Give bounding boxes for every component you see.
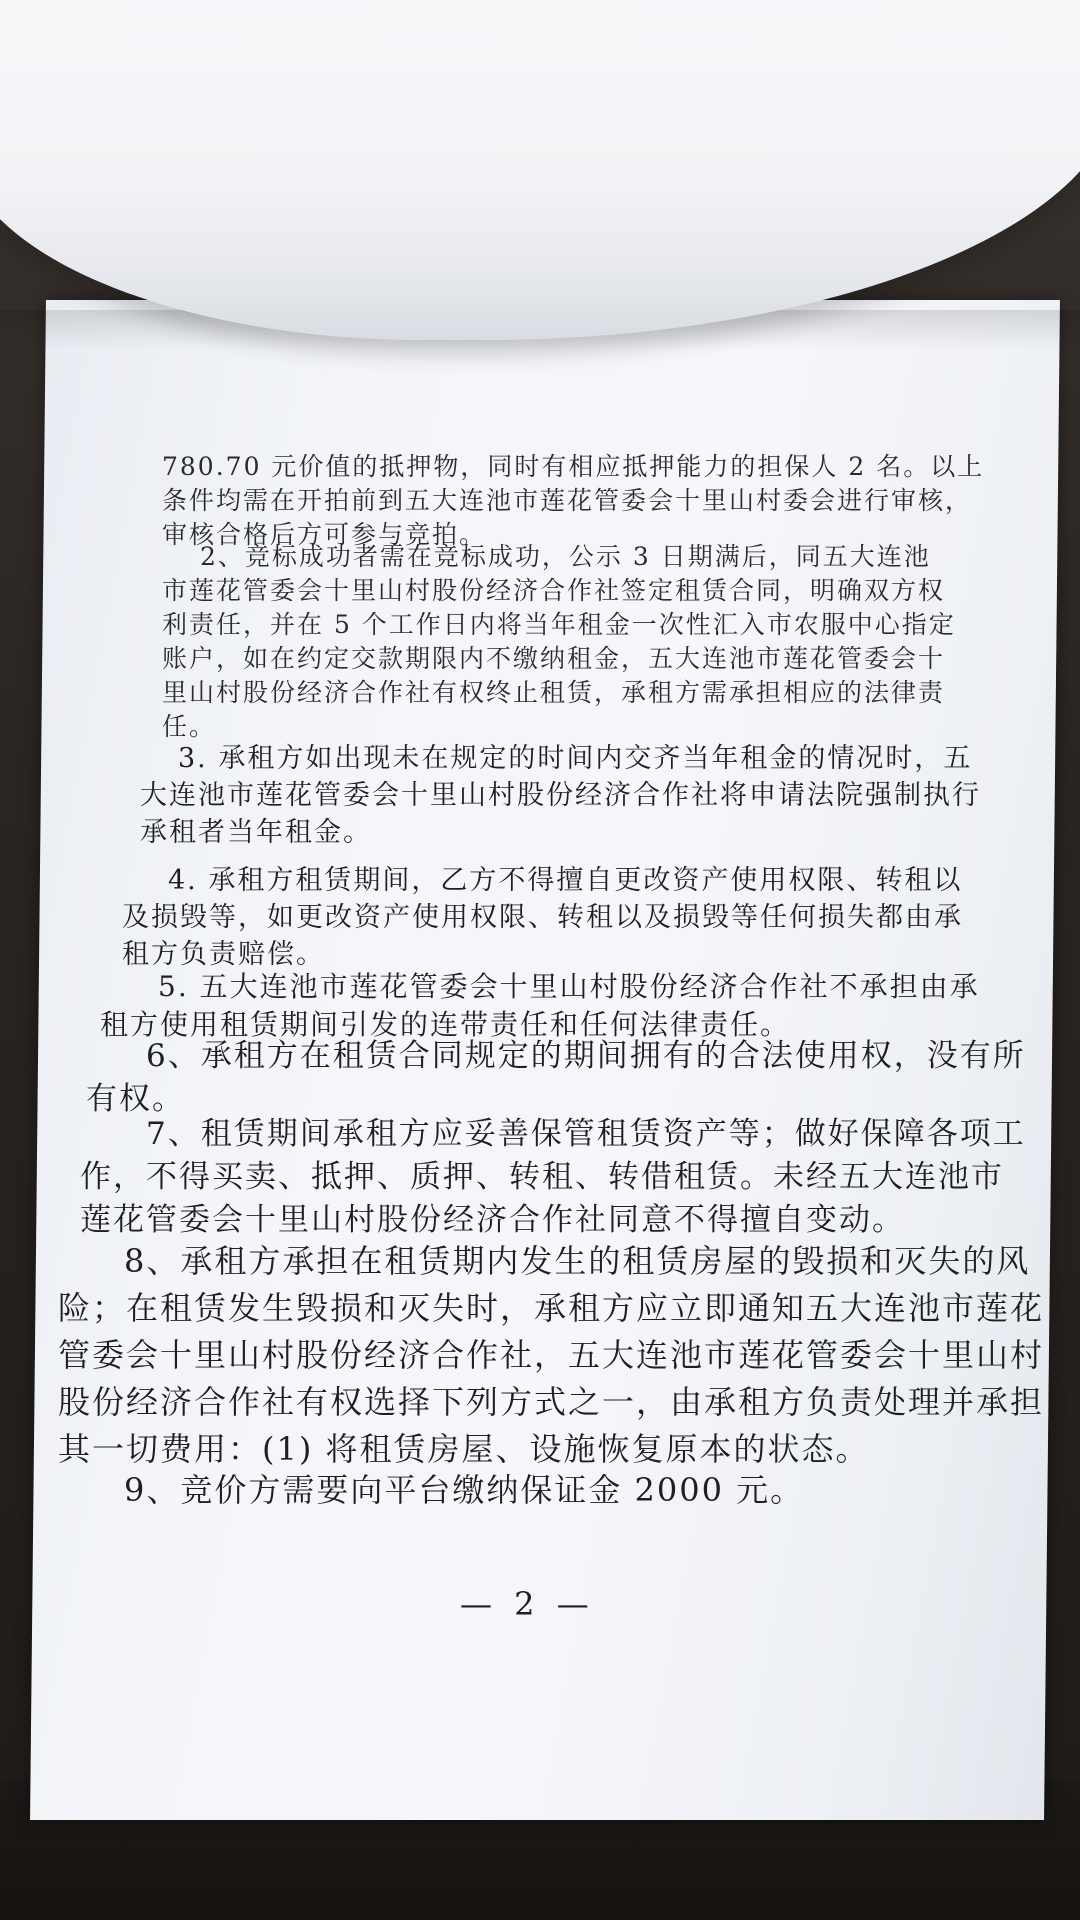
paragraph-9 bbox=[58, 1467, 804, 1514]
text-line: 8、承租方承担在租赁期内发生的租赁房屋的毁损和灭失的风 bbox=[124, 1242, 1031, 1280]
text-line: 有权。 bbox=[86, 1081, 185, 1117]
text-line: 7、租赁期间承租方应妥善保管租赁资产等；做好保障各项工 bbox=[146, 1116, 1026, 1152]
text-line: 作，不得买卖、抵押、质押、转租、转借租赁。未经五大连池市 bbox=[80, 1159, 1004, 1195]
text-line: 市莲花管委会十里山村股份经济合作社签定租赁合同，明确双方权 bbox=[162, 576, 946, 605]
text-line: 审核合格后方可参与竞拍。 bbox=[162, 520, 487, 549]
text-line: 莲花管委会十里山村股份经济合作社同意不得擅自变动。 bbox=[80, 1202, 905, 1238]
text-line: 账户，如在约定交款期限内不缴纳租金，五大连池市莲花管委会十 bbox=[162, 644, 946, 673]
text-line: 租方负责赔偿。 bbox=[122, 939, 325, 970]
text-line: 大连池市莲花管委会十里山村股份经济合作社将申请法院强制执行 bbox=[140, 780, 981, 811]
text-line: 及损毁等，如更改资产使用权限、转租以及损毁等任何损失都由承 bbox=[122, 902, 963, 933]
text-line: 条件均需在开拍前到五大连池市莲花管委会十里山村委会进行审核， bbox=[162, 486, 973, 515]
text-line: 2、竞标成功者需在竞标成功，公示 3 日期满后，同五大连池 bbox=[200, 542, 931, 571]
paragraph-3 bbox=[140, 740, 981, 851]
text-line: 承租者当年租金。 bbox=[140, 817, 372, 848]
paragraph-6 bbox=[86, 1035, 1026, 1121]
text-line: 其一切费用：(1) 将租赁房屋、设施恢复原本的状态。 bbox=[58, 1430, 870, 1468]
paragraph-8 bbox=[58, 1238, 1044, 1473]
text-line: 4. 承租方租赁期间，乙方不得擅自更改资产使用权限、转租以 bbox=[168, 865, 963, 896]
text-line: 租方使用租赁期间引发的连带责任和任何法律责任。 bbox=[100, 1008, 791, 1041]
paragraph-5 bbox=[100, 968, 980, 1044]
text-line: 6、承租方在租赁合同规定的期间拥有的合法使用权，没有所 bbox=[146, 1038, 1026, 1074]
text-line: 股份经济合作社有权选择下列方式之一，由承租方负责处理并承担 bbox=[58, 1383, 1045, 1421]
paragraph-2 bbox=[162, 540, 956, 744]
text-line: 9、竞价方需要向平台缴纳保证金 2000 元。 bbox=[124, 1471, 805, 1509]
paragraph-1 bbox=[162, 450, 984, 552]
paragraph-7 bbox=[80, 1113, 1026, 1242]
page-number: — 2 — bbox=[460, 1585, 595, 1623]
text-line: 里山村股份经济合作社有权终止租赁，承租方需承担相应的法律责 bbox=[162, 678, 946, 707]
text-line: 5. 五大连池市莲花管委会十里山村股份经济合作社不承担由承 bbox=[158, 970, 980, 1003]
text-line: 管委会十里山村股份经济合作社，五大连池市莲花管委会十里山村 bbox=[58, 1336, 1045, 1374]
paragraph-4 bbox=[122, 862, 963, 973]
text-line: 780.70 元价值的抵押物，同时有相应抵押能力的担保人 2 名。以上 bbox=[162, 452, 985, 481]
text-line: 3. 承租方如出现未在规定的时间内交齐当年租金的情况时，五 bbox=[178, 743, 973, 774]
text-line: 险；在租赁发生毁损和灭失时，承租方应立即通知五大连池市莲花 bbox=[58, 1289, 1045, 1327]
text-line: 任。 bbox=[162, 712, 217, 741]
text-line: 利责任，并在 5 个工作日内将当年租金一次性汇入市农服中心指定 bbox=[162, 610, 956, 639]
